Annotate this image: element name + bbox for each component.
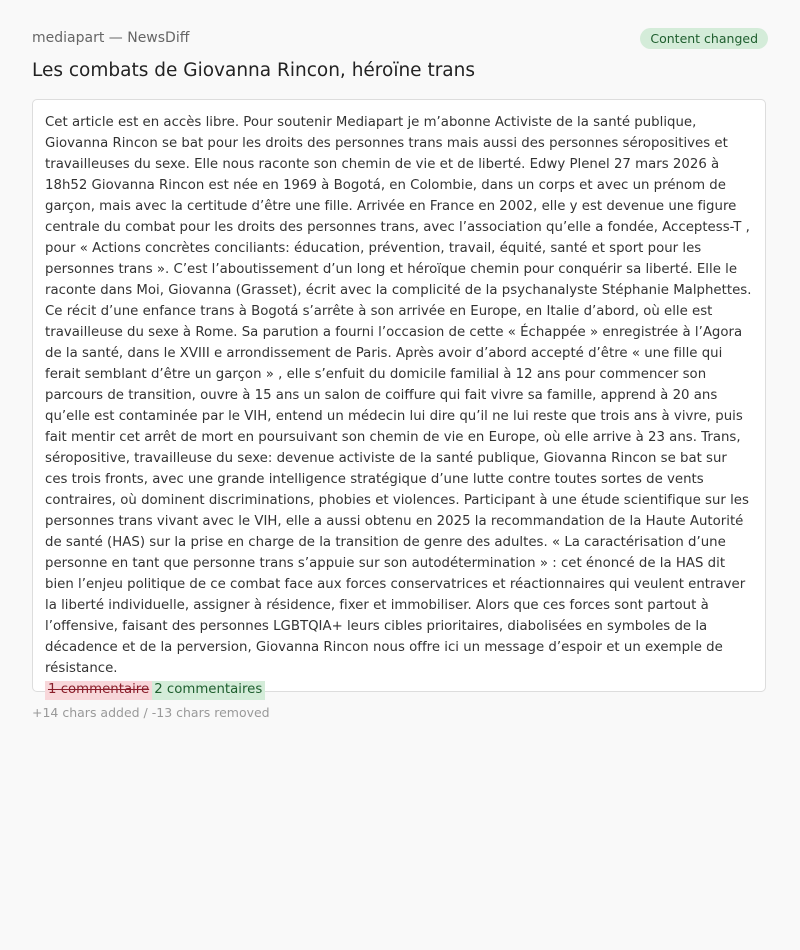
status-badge: Content changed xyxy=(640,28,768,49)
diff-stats: +14 chars added / -13 chars removed xyxy=(32,705,270,720)
page-header xyxy=(32,27,768,49)
diff-card xyxy=(32,99,766,697)
article-body xyxy=(45,112,753,700)
site-label: mediapart — NewsDiff xyxy=(32,30,190,46)
article-text: Cet article est en accès libre. Pour soutenir Mediapart je m’abonne Activiste de la santé publique, Giovanna Rincon se bat pour les droits des personnes trans mais aussi des personnes séropositives et travailleuses du sexe. Elle nous raconte son chemin de vie et de liberté. Edwy Plenel 27 mars 2026 à 18h52 Giovanna Rincon est née en 1969 à Bogotá, en Colombie, dans un corps et avec un prénom de garçon, mais avec la certitude d’être une fille. Arrivée en France en 2002, elle y est devenue une figure centrale du combat pour les droits des personnes trans, avec l’association qu’elle a fondée, Acceptess-T , pour « Actions concrètes conciliants: éducation, prévention, travail, équité, santé et sport pour les personnes trans ». C’est l’aboutissement d’un long et héroïque chemin pour conquérir sa liberté. Elle le raconte dans Moi, Giovanna (Grasset), écrit avec la complicité de la psychanalyste Stéphanie Malphettes. Ce récit d’une enfance trans à Bogotá s’arrête à son arrivée en Europe, en Italie d’abord, où elle est travailleuse du sexe à Rome. Sa parution a fourni l’occasion de cette « Échappée » enregistrée à l’Agora de la santé, dans le XVIII e arrondissement de Paris. Après avoir d’abord accepté d’être « une fille qui ferait semblant d’être un garçon » , elle s’enfuit du domicile familial à 12 ans pour commencer son parcours de transition, ouvre à 15 ans un salon de coiffure qui fait vivre sa famille, apprend à 20 ans qu’elle est contaminée par le VIH, entend un médecin lui dire qu’il ne lui reste que trois ans à vivre, puis fait mentir cet arrêt de mort en poursuivant son chemin de vie en Europe, où elle arrive à 23 ans. Trans, séropositive, travailleuse du sexe: devenue activiste de la santé publique, Giovanna Rincon se bat sur ces trois fronts, avec une grande intelligence stratégique d’une lutte contre toutes sortes de vents contraires, où dominent discriminations, phobies et violences. Participant à une étude scientifique sur les personnes trans vivant avec le VIH, elle a aussi obtenu en 2025 la recommandation de la Haute Autorité de santé (HAS) sur la prise en charge de la transition de genre des adultes. « La caractérisation d’une personne en tant que personne trans s’appuie sur son autodétermination » : cet énoncé de la HAS dit bien l’enjeu politique de ce combat face aux forces conservatrices et réactionnaires qui veulent entraver la liberté individuelle, assigner à résidence, fixer et immobiliser. Alors que ces forces sont partout à l’offensive, faisant des personnes LGBTQIA+ leurs cibles prioritaires, diabolisées en symboles de la décadence et de la perversion, Giovanna Rincon nous offre ici un message d’espoir et un exemple de résistance. xyxy=(45,115,752,676)
article-title: Les combats de Giovanna Rincon, héroïne trans xyxy=(32,60,476,81)
diff-removed: 1 commentaire xyxy=(45,681,152,700)
diff-added: 2 commentaires xyxy=(152,681,265,700)
